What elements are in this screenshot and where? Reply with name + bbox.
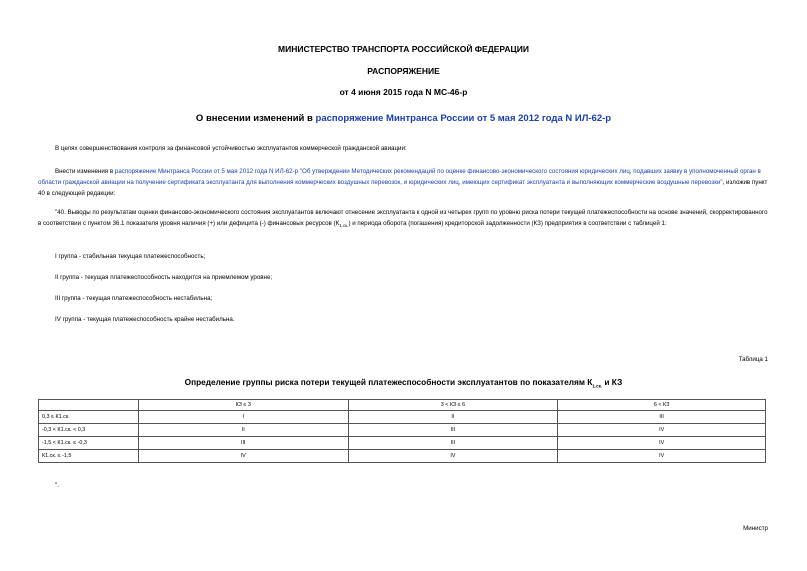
paragraph-40 bbox=[38, 207, 770, 231]
table-title-suffix: и КЗ bbox=[602, 377, 623, 387]
table-cell: III bbox=[348, 424, 558, 437]
table-title-subscript: 1.ск. bbox=[592, 383, 603, 389]
group-item: I группа - стабильная текущая платежеспособность; bbox=[55, 253, 206, 260]
table-row bbox=[39, 437, 766, 450]
table-header-cell: 3 < КЗ ≤ 6 bbox=[348, 400, 558, 411]
intro-paragraph: В целях совершенствования контроля за финансовой устойчивостью эксплуатантов коммерческой гражданской авиации: bbox=[55, 145, 407, 152]
table-header-cell: 6 < КЗ bbox=[558, 400, 766, 411]
table-cell: IV bbox=[558, 424, 766, 437]
p40-subscript: 1.ск. bbox=[339, 223, 349, 229]
table-header-cell bbox=[39, 400, 139, 411]
table-header-cell: КЗ ≤ 3 bbox=[138, 400, 348, 411]
change-link[interactable]: распоряжение Минтранса России от 5 мая 2012 года N ИЛ-62-р "Об утверждении Методических рекомендаций по оценке финансово-экономического состояния юридических лиц, подавших заявку в уполномоченный орган в области гражданской авиации на получение сертификата эксплуатанта для выполнения коммерческих воздушных перевозок, и юридических лиц, имеющих сертификат эксплуатанта и выполняющих коммерческие воздушные перевозки" bbox=[38, 168, 761, 186]
row-label: -1,5 < К1.ск. ≤ -0,3 bbox=[39, 437, 139, 450]
table-title-prefix: Определение группы риска потери текущей платежеспособности эксплуатантов по показателям К bbox=[184, 377, 593, 387]
signature: Министр bbox=[743, 525, 768, 532]
table-cell: III bbox=[558, 411, 766, 424]
p40-part1: "40. Выводы по результатам оценки финансово-экономического состояния эксплуатантов включают отнесение эксплуатанта к одной из четырех групп по уровню риска потери текущей платежеспособности на основе значений, скорректированного в соответствии с пунктом 36.1 показателя уровня наличия (+) или дефицита (-) финансовых ресурсов (К bbox=[38, 209, 768, 227]
ministry-name: МИНИСТЕРСТВО ТРАНСПОРТА РОССИЙСКОЙ ФЕДЕРАЦИИ bbox=[278, 44, 529, 54]
document-date-number: от 4 июня 2015 года N МС-46-р bbox=[339, 87, 468, 97]
document-type: РАСПОРЯЖЕНИЕ bbox=[367, 66, 440, 76]
p40-part2: ) и периода оборота (погашения) кредиторской задолженности (КЗ) предприятия в соответствии с таблицей 1: bbox=[348, 220, 667, 227]
table-title bbox=[0, 377, 807, 389]
table-cell: IV bbox=[138, 450, 348, 463]
group-item: III группа - текущая платежеспособность нестабильна; bbox=[55, 295, 213, 302]
table-cell: II bbox=[138, 424, 348, 437]
table-cell: IV bbox=[348, 450, 558, 463]
table-row bbox=[39, 450, 766, 463]
change-suffix: , изложив пункт 40 в следующей редакции: bbox=[38, 179, 768, 197]
table-caption: Таблица 1 bbox=[738, 356, 768, 363]
table-cell: IV bbox=[558, 450, 766, 463]
table-cell: IV bbox=[558, 437, 766, 450]
change-paragraph bbox=[38, 166, 770, 199]
closing-quote: ". bbox=[55, 482, 59, 489]
risk-table bbox=[38, 399, 766, 463]
table-cell: I bbox=[138, 411, 348, 424]
row-label: К1.ск. ≤ -1,5 bbox=[39, 450, 139, 463]
table-header-row bbox=[39, 400, 766, 411]
table-cell: III bbox=[348, 437, 558, 450]
row-label: -0,3 < К1.ск. < 0,3 bbox=[39, 424, 139, 437]
group-item: IV группа - текущая платежеспособность крайне нестабильна. bbox=[55, 316, 235, 323]
document-title bbox=[0, 113, 807, 124]
title-link[interactable]: распоряжение Минтранса России от 5 мая 2012 года N ИЛ-62-р bbox=[315, 113, 612, 124]
row-label: 0,3 ≤ К1.ск. bbox=[39, 411, 139, 424]
group-item: II группа - текущая платежеспособность находится на приемлемом уровне; bbox=[55, 274, 273, 281]
change-prefix: Внести изменения в bbox=[55, 168, 115, 175]
table-row bbox=[39, 411, 766, 424]
table-cell: II bbox=[348, 411, 558, 424]
title-prefix: О внесении изменений в bbox=[195, 113, 316, 124]
table-cell: III bbox=[138, 437, 348, 450]
table-row bbox=[39, 424, 766, 437]
